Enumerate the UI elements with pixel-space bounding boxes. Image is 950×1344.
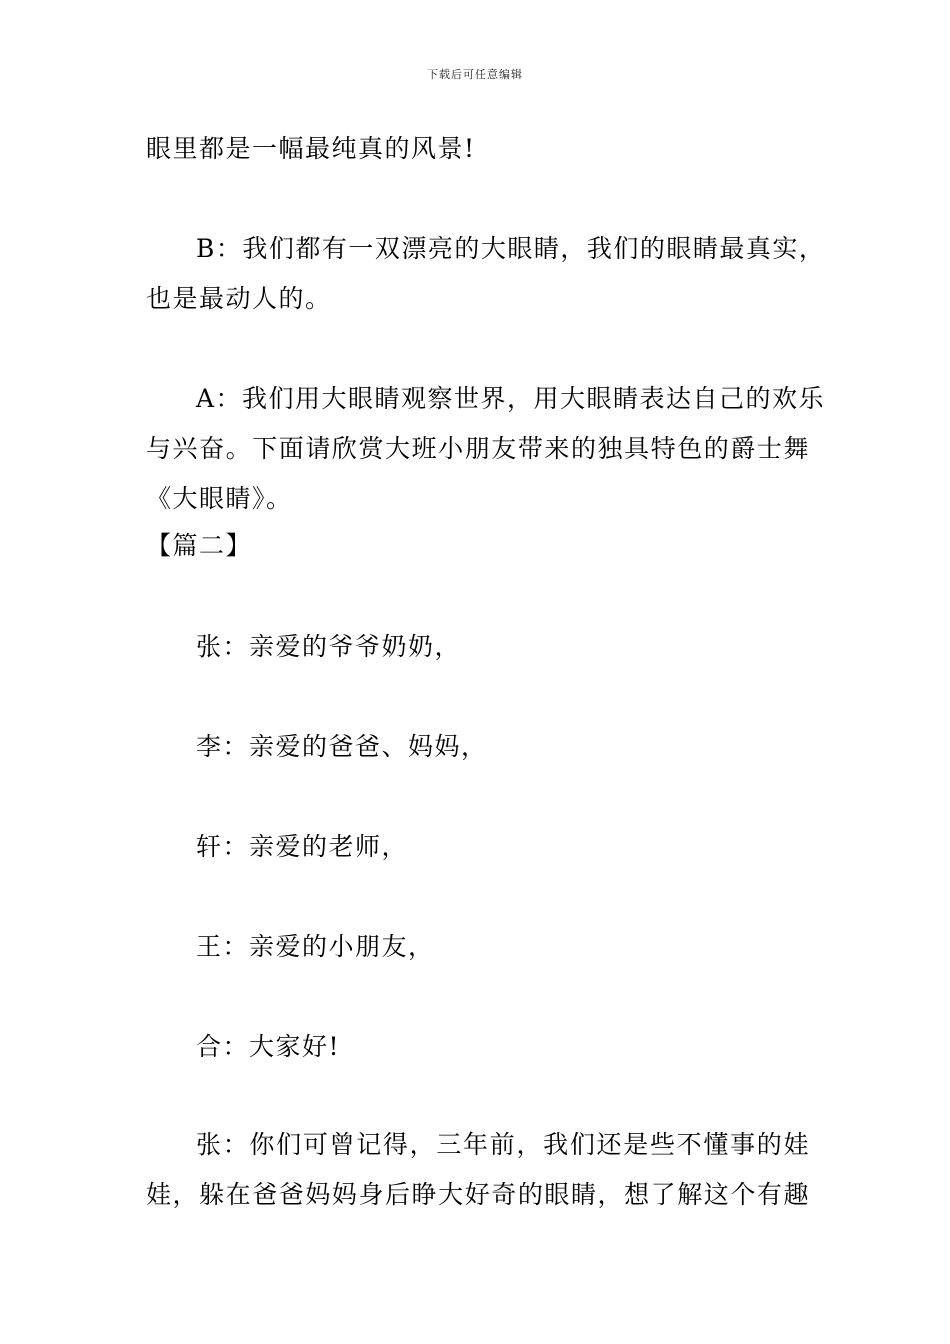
dialogue-line: 张：你们可曾记得，三年前，我们还是些不懂事的娃 xyxy=(196,1130,810,1159)
text-line: 眼里都是一幅最纯真的风景! xyxy=(146,134,476,163)
text-line: 娃，躲在爸爸妈妈身后睁大好奇的眼睛，想了解这个有趣 xyxy=(146,1180,810,1209)
text-line: 也是最动人的。 xyxy=(146,284,332,313)
header-note: 下载后可任意编辑 xyxy=(427,68,523,81)
text-line: A：我们用大眼睛观察世界，用大眼睛表达自己的欢乐 xyxy=(196,384,826,413)
section-heading: 【篇二】 xyxy=(146,531,253,560)
text-line: B：我们都有一双漂亮的大眼睛，我们的眼睛最真实， xyxy=(196,234,826,263)
text-line: 与兴奋。下面请欣赏大班小朋友带来的独具特色的爵士舞 xyxy=(146,434,810,463)
dialogue-line: 李：亲爱的爸爸、妈妈， xyxy=(196,732,488,761)
dialogue-line: 合：大家好! xyxy=(196,1032,341,1061)
dialogue-line: 轩：亲爱的老师， xyxy=(196,832,409,861)
text-line: 《大眼睛》。 xyxy=(146,484,293,513)
dialogue-line: 张：亲爱的爷爷奶奶， xyxy=(196,632,462,661)
dialogue-line: 王：亲爱的小朋友， xyxy=(196,932,435,961)
